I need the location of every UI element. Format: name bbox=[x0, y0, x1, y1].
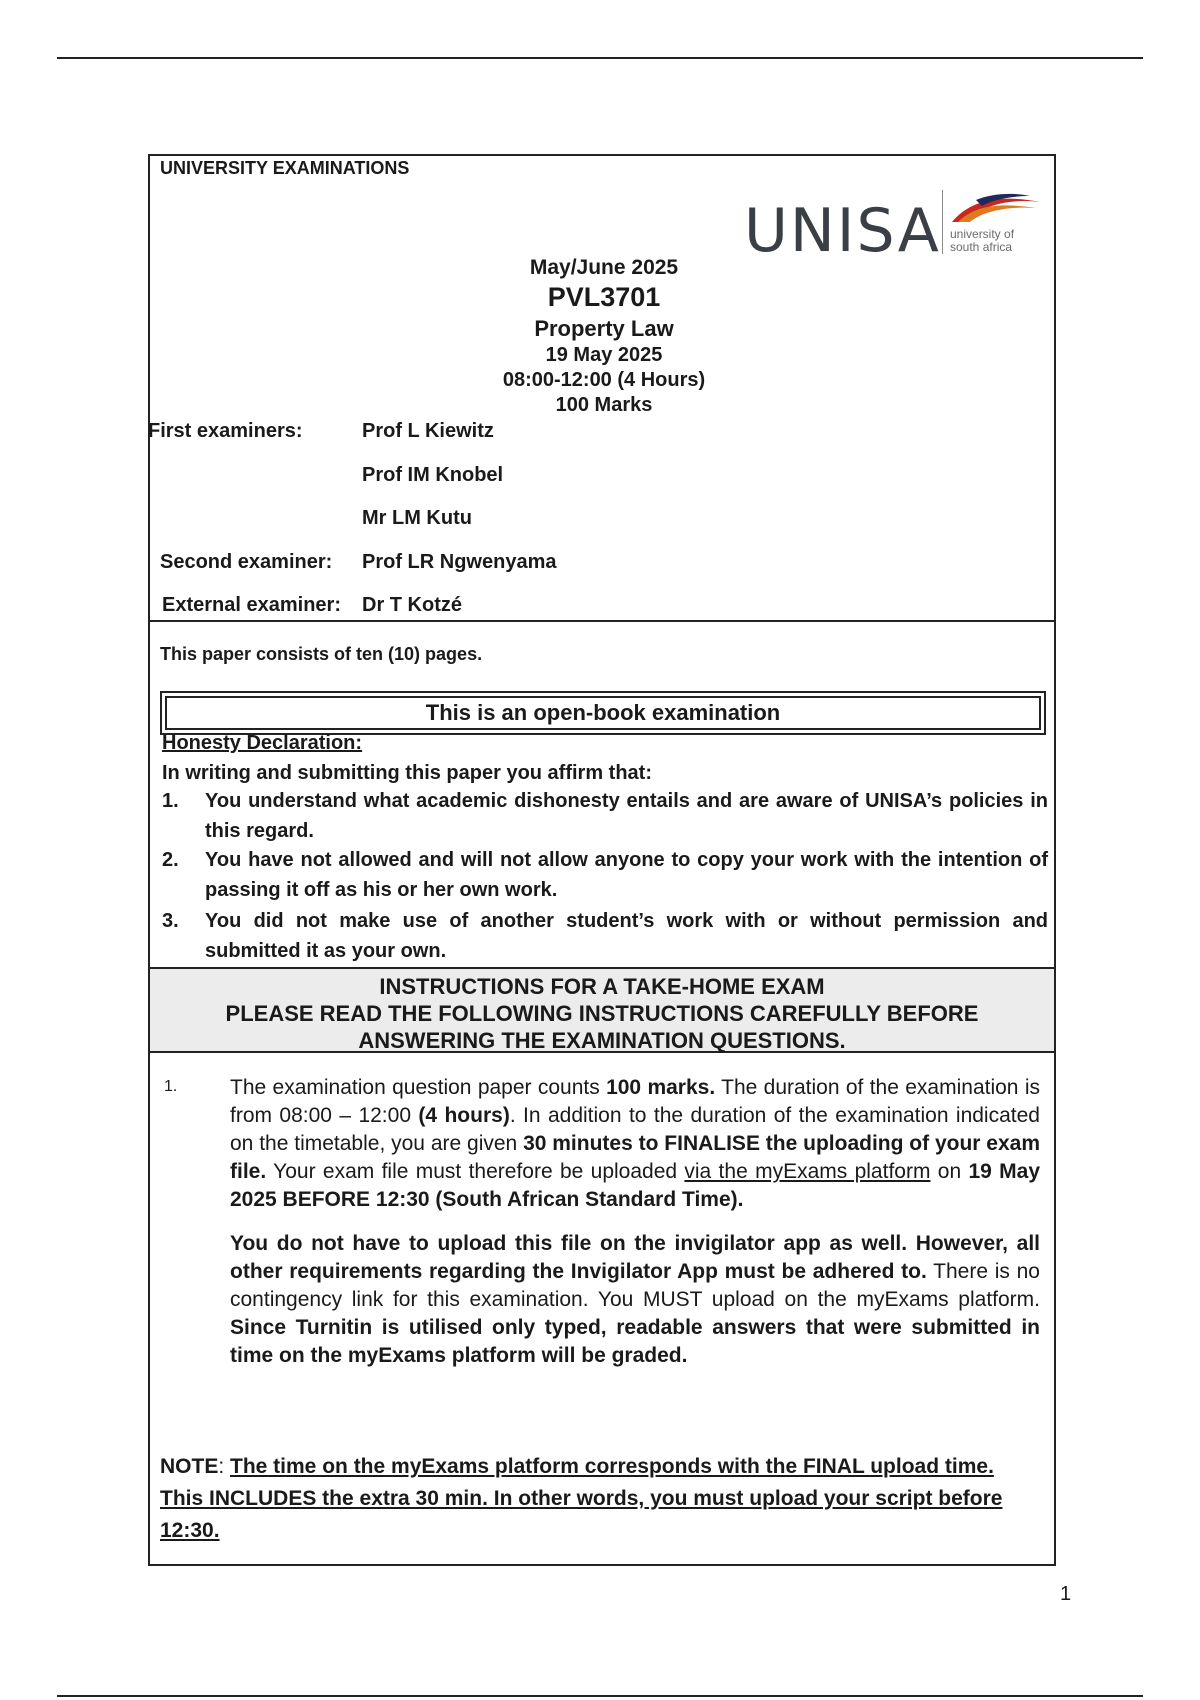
exam-date: 19 May 2025 bbox=[545, 344, 663, 366]
instructions-line-3: ANSWERING THE EXAMINATION QUESTIONS. bbox=[358, 1028, 846, 1053]
exam-time: 08:00-12:00 (4 Hours) bbox=[502, 369, 706, 391]
instructions-line-2: PLEASE READ THE FOLLOWING INSTRUCTIONS CAREFULLY BEFORE bbox=[225, 1001, 979, 1026]
instruction-number: 1. bbox=[164, 1078, 178, 1095]
second-examiner-label: Second examiner: bbox=[160, 551, 333, 573]
first-examiner-2: Prof IM Knobel bbox=[362, 464, 504, 486]
pages-note: This paper consists of ten (10) pages. bbox=[160, 644, 483, 664]
open-book-banner bbox=[160, 691, 1046, 735]
note-text: The time on the myExams platform corresponds with the FINAL upload time. This INCLUDES the extra 30 min. In other words, you must upload your script before 12:30. bbox=[160, 1455, 1003, 1542]
instruction-paragraph-1: The examination question paper counts 100 marks. The duration of the examination is from 08:00 – 12:00 (4 hours). In addition to the duration of the examination indicated on the timetable, you are given 30 minutes to FINALISE the uploading of your exam file. Your exam file must therefore be uploaded via the myExams platform on 19 May 2025 BEFORE 12:30 (South African Standard Time). bbox=[230, 1076, 1041, 1211]
logo-wordmark: UNISA bbox=[744, 196, 941, 266]
external-examiner: Dr T Kotzé bbox=[362, 594, 462, 616]
university-examinations-label: UNIVERSITY EXAMINATIONS bbox=[160, 158, 410, 178]
honesty-intro: In writing and submitting this paper you affirm that: bbox=[162, 762, 652, 784]
declaration-text: You understand what academic dishonesty entails and are aware of UNISA’s policies in this regard. bbox=[205, 790, 1048, 842]
second-examiner: Prof LR Ngwenyama bbox=[362, 551, 557, 573]
logo-divider bbox=[942, 190, 943, 254]
declaration-number: 1. bbox=[162, 790, 179, 812]
logo-subtitle: university of south africa bbox=[950, 227, 1015, 254]
module-name: Property Law bbox=[534, 316, 674, 341]
total-marks: 100 Marks bbox=[555, 394, 653, 416]
declaration-item bbox=[162, 786, 1048, 846]
instruction-paragraph-2: You do not have to upload this file on the invigilator app as well. However, all other requirements regarding the Invigilator App must be adhered to. There is no contingency link for this examination. You MUST upload on the myExams platform. Since Turnitin is utilised only typed, readable answers that were submitted in time on the myExams platform will be graded. bbox=[230, 1232, 1040, 1367]
open-book-text: This is an open-book examination bbox=[165, 696, 1041, 730]
myexams-platform-link: via the myExams platform bbox=[684, 1160, 931, 1183]
page-number: 1 bbox=[1060, 1583, 1072, 1605]
bottom-rule bbox=[57, 1695, 1143, 1697]
top-rule bbox=[57, 57, 1143, 59]
honesty-declaration-title: Honesty Declaration: bbox=[162, 732, 363, 754]
first-examiners-label: First examiners: bbox=[148, 420, 303, 442]
unisa-logo bbox=[744, 190, 1044, 266]
first-examiner-1: Prof L Kiewitz bbox=[362, 420, 494, 442]
declaration-number: 2. bbox=[162, 849, 179, 871]
instructions-header bbox=[150, 967, 1054, 1053]
first-examiner-3: Mr LM Kutu bbox=[362, 507, 472, 529]
section-divider bbox=[150, 620, 1054, 622]
declaration-text: You did not make use of another student’s work with or without permission and submitted it as your own. bbox=[205, 910, 1048, 962]
external-examiner-label: External examiner: bbox=[162, 594, 341, 616]
declaration-text: You have not allowed and will not allow anyone to copy your work with the intention of passing it off as his or her own work. bbox=[205, 849, 1048, 901]
upload-note: NOTE: The time on the myExams platform corresponds with the FINAL upload time. This INCLUDES the extra 30 min. In other words, you must upload your script before 12:30. bbox=[160, 1455, 1003, 1542]
instructions-line-1: INSTRUCTIONS FOR A TAKE-HOME EXAM bbox=[379, 974, 825, 999]
instruction-item bbox=[160, 1074, 1040, 1370]
declaration-number: 3. bbox=[162, 910, 179, 932]
note-label: NOTE bbox=[160, 1455, 219, 1478]
unisa-swoosh-icon bbox=[950, 192, 1042, 226]
declaration-item bbox=[162, 906, 1048, 966]
declaration-item bbox=[162, 845, 1048, 905]
module-code: PVL3701 bbox=[547, 282, 661, 312]
exam-period: May/June 2025 bbox=[529, 256, 679, 279]
exam-cover-sheet bbox=[148, 154, 1056, 1566]
